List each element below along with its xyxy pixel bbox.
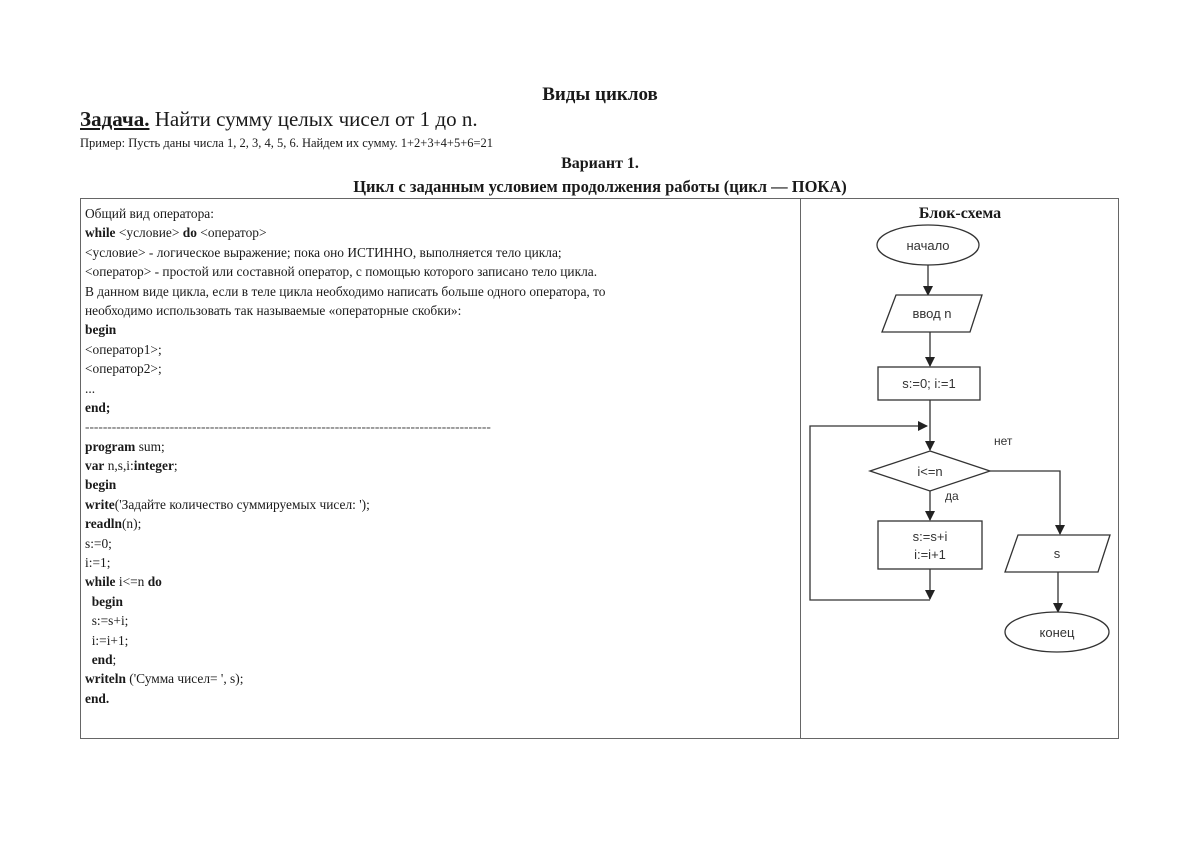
separator-line: ------------------------------------------------------------------------------------------- <box>85 419 491 435</box>
code-s-init-line: s:=0; <box>85 535 112 551</box>
operator1-line: <оператор1>; <box>85 341 162 357</box>
var-tail: ; <box>173 458 178 474</box>
program-keyword: program <box>85 438 136 454</box>
program-name: sum; <box>135 438 165 454</box>
page-title: Виды циклов <box>542 84 658 105</box>
code-while-keyword: while <box>85 574 116 590</box>
write-argument: ('Задайте количество суммируемых чисел: '); <box>114 496 370 512</box>
integer-keyword: integer <box>133 458 174 474</box>
condition-placeholder: <условие> <box>115 225 183 241</box>
code-end-line: end. <box>85 690 110 706</box>
output-label: s <box>1053 546 1061 561</box>
yes-label: да <box>945 489 959 503</box>
code-s-update-line: s:=s+i; <box>85 613 129 629</box>
readln-keyword: readln <box>85 516 122 532</box>
condition-label: i<=n <box>917 464 943 479</box>
code-begin-line: begin <box>85 477 117 493</box>
end-label: конец <box>1039 625 1075 640</box>
arrow-condition-to-output <box>990 471 1060 534</box>
writeln-argument: ('Сумма чисел= ', s); <box>125 671 244 687</box>
begin-keyword: begin <box>85 322 117 338</box>
operator2-line: <оператор2>; <box>85 361 162 377</box>
input-label: ввод n <box>912 306 952 321</box>
code-while-condition: i<=n <box>115 574 148 590</box>
ellipsis-line: ... <box>85 380 96 396</box>
var-keyword: var <box>85 458 105 474</box>
flowchart-title: Блок-схема <box>918 205 1002 222</box>
loop-back-line <box>810 426 930 600</box>
operator-description: <оператор> - простой или составной оператор, с помощью которого записано тело цикла. <box>85 264 598 280</box>
example-line: Пример: Пусть даны числа 1, 2, 3, 4, 5, 6. Найдем их сумму. 1+2+3+4+5+6=21 <box>80 136 494 150</box>
end-keyword: end; <box>85 399 111 415</box>
variant-title: Вариант 1. <box>561 155 639 172</box>
task-label: Задача. <box>80 107 150 131</box>
readln-argument: (n); <box>121 516 142 532</box>
note-line-1: В данном виде цикла, если в теле цикла необходимо написать больше одного оператора, то <box>85 283 606 299</box>
no-label: нет <box>994 434 1013 448</box>
do-keyword: do <box>182 225 197 241</box>
general-form-label: Общий вид оператора: <box>85 206 214 221</box>
body-label-1: s:=s+i <box>912 529 948 544</box>
body-label-2: i:=i+1 <box>914 547 946 562</box>
init-label: s:=0; i:=1 <box>902 376 956 391</box>
code-inner-begin-line: begin <box>85 593 123 609</box>
code-i-init-line: i:=1; <box>85 555 111 571</box>
condition-description: <условие> - логическое выражение; пока оно ИСТИННО, выполняется тело цикла; <box>85 244 562 260</box>
var-list: n,s,i: <box>104 458 134 474</box>
note-line-2: необходимо использовать так называемые «операторные скобки»: <box>85 302 462 318</box>
code-inner-end-keyword: end <box>85 651 113 667</box>
write-keyword: write <box>85 496 115 512</box>
operator-placeholder: <оператор> <box>196 225 267 241</box>
start-label: начало <box>906 238 950 253</box>
code-inner-end-tail: ; <box>112 651 117 667</box>
code-do-keyword: do <box>147 574 162 590</box>
section-title: Цикл с заданным условием продолжения работы (цикл — ПОКА) <box>353 177 847 196</box>
while-keyword: while <box>85 225 116 241</box>
task-text: Найти сумму целых чисел от 1 до n. <box>149 107 478 131</box>
writeln-keyword: writeln <box>85 671 126 687</box>
code-i-update-line: i:=i+1; <box>85 632 129 648</box>
